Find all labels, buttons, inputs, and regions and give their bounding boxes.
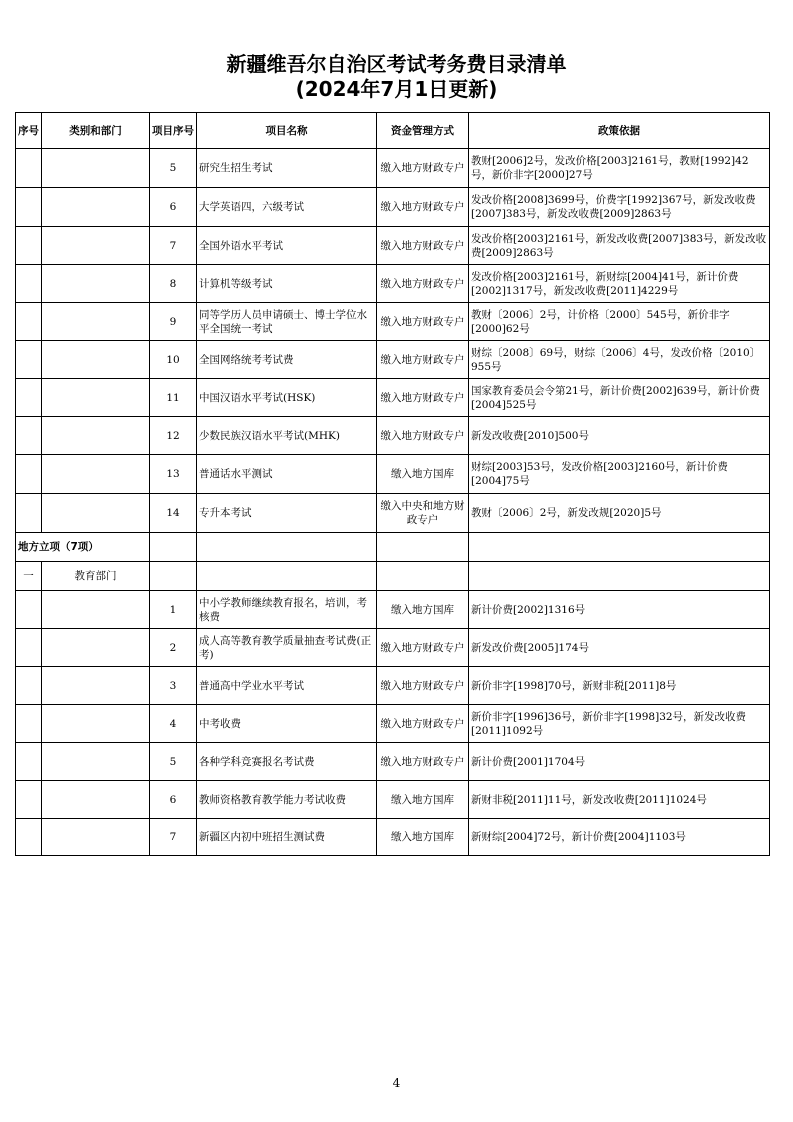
policy-basis: 新财综[2004]72号，新计价费[2004]1103号 (469, 819, 770, 856)
policy-basis: 发改价格[2003]2161号，新发改收费[2007]383号，新发改收费[2009]2863号 (469, 227, 770, 265)
header-item-no: 项目序号 (150, 113, 197, 149)
item-name: 新疆区内初中班招生测试费 (197, 819, 377, 856)
dept-index: 一 (16, 562, 42, 591)
item-no: 12 (150, 417, 197, 455)
header-item-name: 项目名称 (197, 113, 377, 149)
item-name: 全国网络统考考试费 (197, 341, 377, 379)
fund-mgmt: 缴入地方国库 (377, 819, 469, 856)
fund-mgmt: 缴入地方财政专户 (377, 227, 469, 265)
item-name: 中国汉语水平考试(HSK) (197, 379, 377, 417)
table-row (16, 494, 770, 533)
fund-mgmt: 缴入地方国库 (377, 455, 469, 494)
table-row (16, 743, 770, 781)
table-row (16, 819, 770, 856)
table-header-row (16, 113, 770, 149)
table-row (16, 781, 770, 819)
item-no: 13 (150, 455, 197, 494)
item-no: 9 (150, 303, 197, 341)
policy-basis: 教财[2006]2号，发改价格[2003]2161号，教财[1992]42号，新价非字[2000]27号 (469, 149, 770, 188)
header-index: 序号 (16, 113, 42, 149)
table-row (16, 705, 770, 743)
item-no: 6 (150, 781, 197, 819)
table-row (16, 379, 770, 417)
fund-mgmt: 缴入地方财政专户 (377, 417, 469, 455)
item-no: 1 (150, 591, 197, 629)
title-line-2: (2024年7月1日更新) (295, 77, 498, 101)
policy-basis: 教财〔2006〕2号，新发改规[2020]5号 (469, 494, 770, 533)
fund-mgmt: 缴入地方财政专户 (377, 149, 469, 188)
item-name: 普通高中学业水平考试 (197, 667, 377, 705)
item-no: 8 (150, 265, 197, 303)
item-name: 同等学历人员申请硕士、博士学位水平全国统一考试 (197, 303, 377, 341)
item-no: 5 (150, 149, 197, 188)
table-row (16, 629, 770, 667)
item-name: 少数民族汉语水平考试(MHK) (197, 417, 377, 455)
item-no: 2 (150, 629, 197, 667)
item-no: 10 (150, 341, 197, 379)
policy-basis: 新价非字[1996]36号，新价非字[1998]32号，新发改收费[2011]1092号 (469, 705, 770, 743)
policy-basis: 发改价格[2003]2161号，新财综[2004]41号，新计价费[2002]1317号，新发改收费[2011]4229号 (469, 265, 770, 303)
dept-name: 教育部门 (42, 562, 150, 591)
item-no: 5 (150, 743, 197, 781)
title-line-1: 新疆维吾尔自治区考试考务费目录清单 (226, 52, 567, 76)
policy-basis: 发改价格[2008]3699号，价费字[1992]367号，新发改收费[2007]383号，新发改收费[2009]2863号 (469, 188, 770, 227)
policy-basis: 新价非字[1998]70号，新财非税[2011]8号 (469, 667, 770, 705)
fund-mgmt: 缴入地方国库 (377, 781, 469, 819)
item-name: 教师资格教育教学能力考试收费 (197, 781, 377, 819)
policy-basis: 财综〔2008〕69号，财综〔2006〕4号，发改价格〔2010〕955号 (469, 341, 770, 379)
item-name: 普通话水平测试 (197, 455, 377, 494)
policy-basis: 国家教育委员会令第21号，新计价费[2002]639号，新计价费[2004]525号 (469, 379, 770, 417)
item-name: 研究生招生考试 (197, 149, 377, 188)
department-row (16, 562, 770, 591)
fund-mgmt: 缴入地方财政专户 (377, 303, 469, 341)
policy-basis: 新计价费[2001]1704号 (469, 743, 770, 781)
table-row (16, 417, 770, 455)
section-local-label: 地方立项（7项） (16, 533, 150, 562)
item-no: 14 (150, 494, 197, 533)
fund-mgmt: 缴入地方财政专户 (377, 667, 469, 705)
table-row (16, 667, 770, 705)
policy-basis: 新计价费[2002]1316号 (469, 591, 770, 629)
item-no: 6 (150, 188, 197, 227)
fund-mgmt: 缴入地方财政专户 (377, 629, 469, 667)
item-no: 4 (150, 705, 197, 743)
fund-mgmt: 缴入地方国库 (377, 591, 469, 629)
item-name: 成人高等教育教学质量抽查考试费(正考) (197, 629, 377, 667)
item-no: 7 (150, 819, 197, 856)
fund-mgmt: 缴入地方财政专户 (377, 265, 469, 303)
table-row (16, 591, 770, 629)
policy-basis: 财综[2003]53号，发改价格[2003]2160号，新计价费[2004]75号 (469, 455, 770, 494)
document-title (0, 52, 793, 102)
header-fund-mgmt: 资金管理方式 (377, 113, 469, 149)
fund-mgmt: 缴入地方财政专户 (377, 341, 469, 379)
policy-basis: 新发改收费[2010]500号 (469, 417, 770, 455)
policy-basis: 新发改价费[2005]174号 (469, 629, 770, 667)
table-row (16, 227, 770, 265)
item-name: 中考收费 (197, 705, 377, 743)
item-name: 专升本考试 (197, 494, 377, 533)
section-row (16, 533, 770, 562)
item-name: 大学英语四，六级考试 (197, 188, 377, 227)
header-policy: 政策依据 (469, 113, 770, 149)
table-row (16, 188, 770, 227)
item-no: 7 (150, 227, 197, 265)
table-row (16, 303, 770, 341)
table-row (16, 341, 770, 379)
table-row (16, 455, 770, 494)
item-name: 全国外语水平考试 (197, 227, 377, 265)
item-no: 11 (150, 379, 197, 417)
fund-mgmt: 缴入地方财政专户 (377, 705, 469, 743)
fund-mgmt: 缴入地方财政专户 (377, 379, 469, 417)
item-name: 各种学科竞赛报名考试费 (197, 743, 377, 781)
item-no: 3 (150, 667, 197, 705)
table-row (16, 149, 770, 188)
item-name: 中小学教师继续教育报名，培训，考核费 (197, 591, 377, 629)
fund-mgmt: 缴入地方财政专户 (377, 743, 469, 781)
fund-mgmt: 缴入中央和地方财政专户 (377, 494, 469, 533)
fund-mgmt: 缴入地方财政专户 (377, 188, 469, 227)
page-number: 4 (392, 1076, 401, 1090)
policy-basis: 教财〔2006〕2号，计价格〔2000〕545号，新价非字[2000]62号 (469, 303, 770, 341)
fee-table (15, 112, 770, 856)
policy-basis: 新财非税[2011]11号，新发改收费[2011]1024号 (469, 781, 770, 819)
item-name: 计算机等级考试 (197, 265, 377, 303)
table-row (16, 265, 770, 303)
header-category: 类别和部门 (42, 113, 150, 149)
